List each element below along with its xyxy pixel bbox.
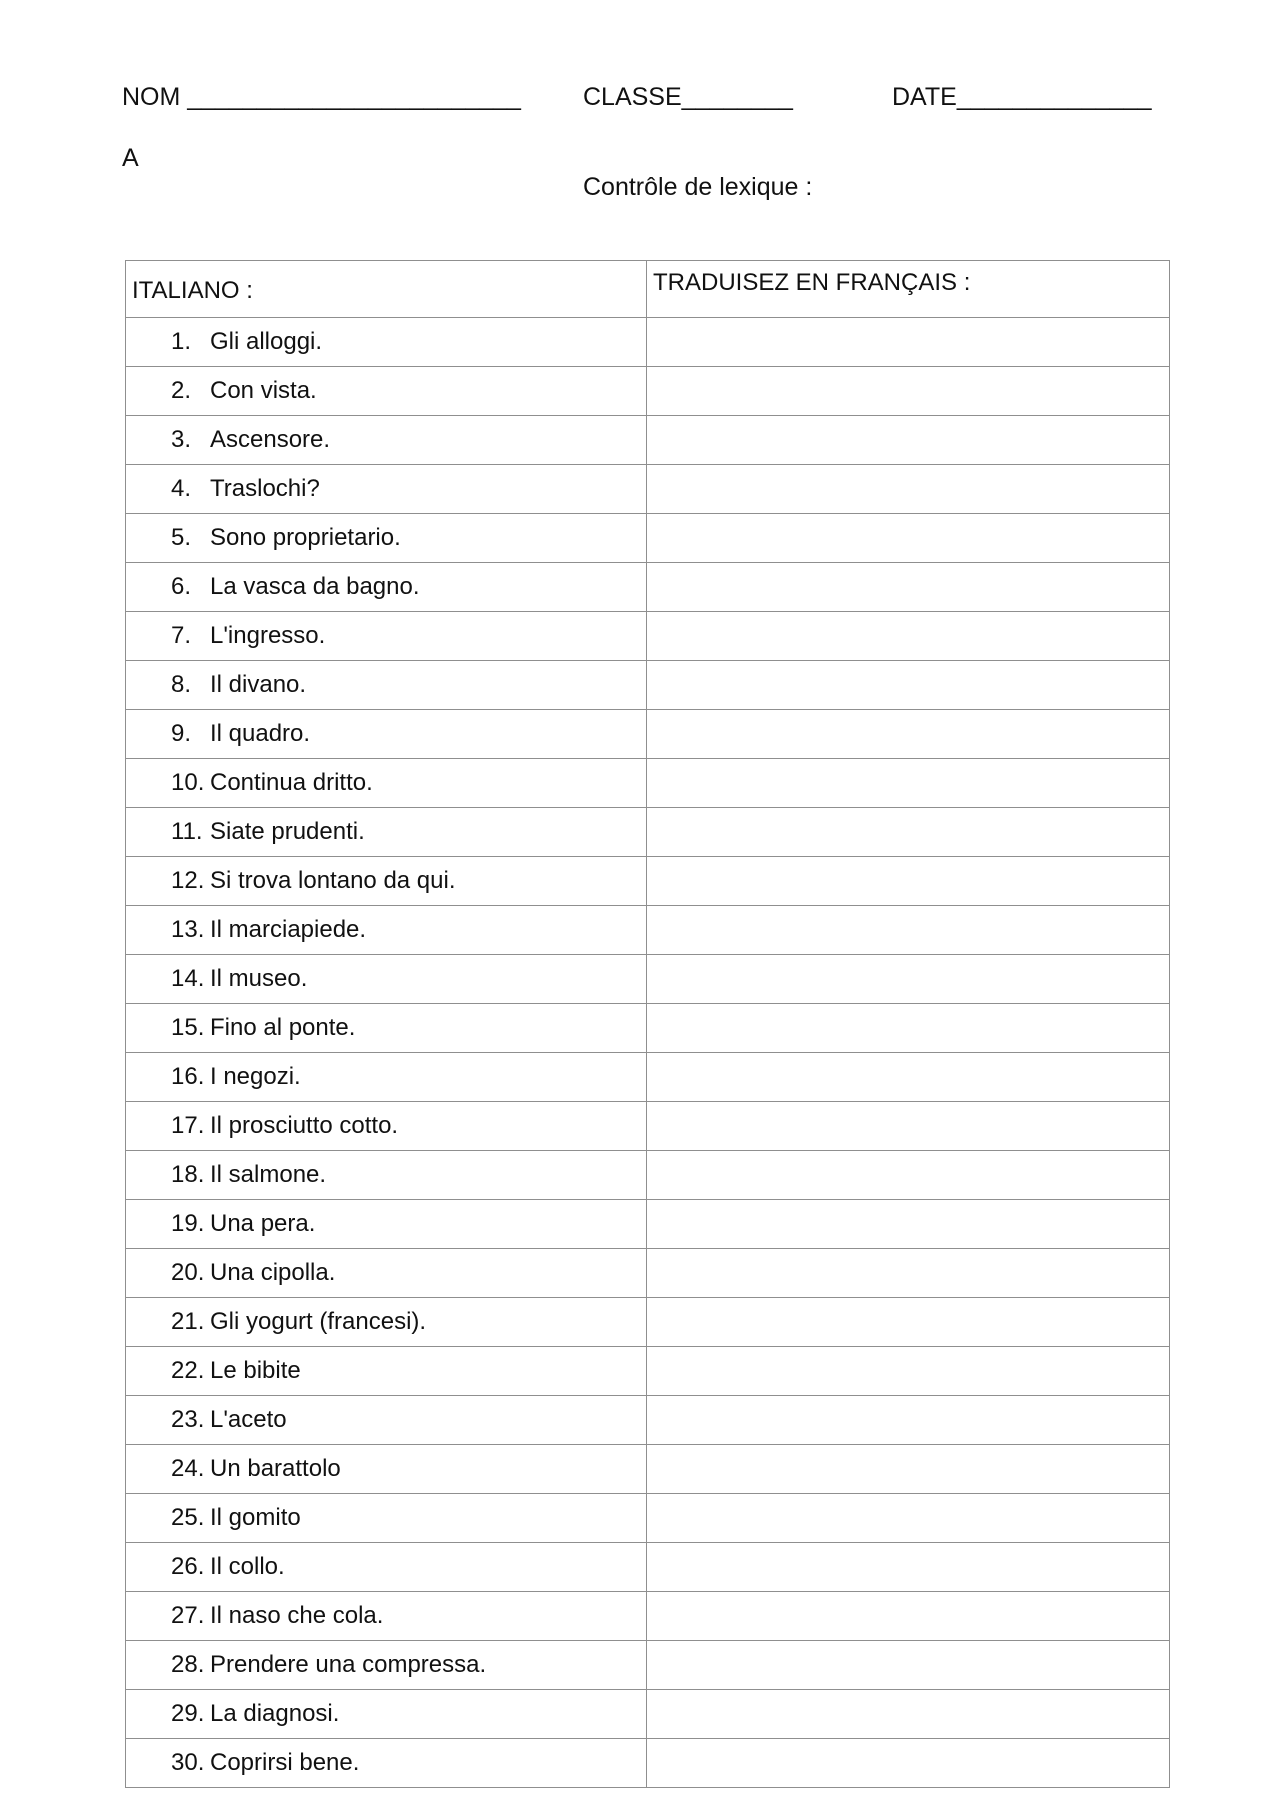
table-row <box>126 563 1170 612</box>
table-row <box>126 661 1170 710</box>
italian-term-cell <box>126 1690 647 1739</box>
table-row <box>126 1053 1170 1102</box>
italian-term: Si trova lontano da qui. <box>210 867 456 894</box>
french-translation-cell[interactable] <box>647 1102 1170 1151</box>
italian-term: Traslochi? <box>210 475 320 502</box>
list-item <box>126 1455 646 1483</box>
item-number: 11. <box>171 818 203 845</box>
italian-term: Il divano. <box>210 671 307 698</box>
table-row <box>126 612 1170 661</box>
vocabulary-table <box>125 260 1170 1788</box>
italian-term-cell <box>126 1494 647 1543</box>
italian-term-cell <box>126 612 647 661</box>
italian-term: La vasca da bagno. <box>210 573 420 600</box>
list-item <box>126 1553 646 1581</box>
italian-term: Fino al ponte. <box>210 1014 356 1041</box>
list-item <box>126 524 646 552</box>
french-translation-cell[interactable] <box>647 1494 1170 1543</box>
list-item <box>126 1063 646 1091</box>
french-translation-cell[interactable] <box>647 1690 1170 1739</box>
table-row <box>126 1102 1170 1151</box>
table-row <box>126 1641 1170 1690</box>
list-item <box>126 1406 646 1434</box>
table-row <box>126 318 1170 367</box>
italian-term-cell <box>126 1641 647 1690</box>
table-row <box>126 1347 1170 1396</box>
list-item <box>126 1700 646 1728</box>
item-number: 21. <box>171 1308 205 1335</box>
column-header-italian: ITALIANO : <box>126 261 647 318</box>
table-row <box>126 1151 1170 1200</box>
table-row <box>126 1298 1170 1347</box>
french-translation-cell[interactable] <box>647 416 1170 465</box>
item-number: 2. <box>171 377 192 404</box>
italian-term-cell <box>126 759 647 808</box>
list-item <box>126 377 646 405</box>
italian-term-cell <box>126 1445 647 1494</box>
list-item <box>126 1112 646 1140</box>
italian-term-cell <box>126 563 647 612</box>
italian-term-cell <box>126 1102 647 1151</box>
item-number: 10. <box>171 769 205 796</box>
italian-term-cell <box>126 661 647 710</box>
italian-term-cell <box>126 1298 647 1347</box>
french-translation-cell[interactable] <box>647 1249 1170 1298</box>
item-number: 8. <box>171 671 192 698</box>
italian-term-cell <box>126 1739 647 1788</box>
italian-term: Il collo. <box>210 1553 285 1580</box>
italian-term: Prendere una compressa. <box>210 1651 487 1678</box>
french-translation-cell[interactable] <box>647 1200 1170 1249</box>
italian-term-cell <box>126 416 647 465</box>
date-field: DATE______________ <box>892 83 1152 111</box>
table-row <box>126 1396 1170 1445</box>
italian-term-cell <box>126 808 647 857</box>
list-item <box>126 426 646 454</box>
french-translation-cell[interactable] <box>647 465 1170 514</box>
item-number: 25. <box>171 1504 205 1531</box>
item-number: 18. <box>171 1161 205 1188</box>
italian-term: Con vista. <box>210 377 317 404</box>
list-item <box>126 671 646 699</box>
table-row <box>126 465 1170 514</box>
table-row <box>126 759 1170 808</box>
item-number: 7. <box>171 622 192 649</box>
french-translation-cell[interactable] <box>647 710 1170 759</box>
italian-term: Coprirsi bene. <box>210 1749 360 1776</box>
item-number: 1. <box>171 328 192 355</box>
italian-term: L'ingresso. <box>210 622 326 649</box>
italian-term: Il salmone. <box>210 1161 327 1188</box>
item-number: 6. <box>171 573 192 600</box>
list-item <box>126 1602 646 1630</box>
italian-term-cell <box>126 955 647 1004</box>
french-translation-cell[interactable] <box>647 1543 1170 1592</box>
item-number: 17. <box>171 1112 205 1139</box>
italian-term: Il marciapiede. <box>210 916 367 943</box>
french-translation-cell[interactable] <box>647 1347 1170 1396</box>
table-row <box>126 514 1170 563</box>
item-number: 14. <box>171 965 205 992</box>
table-row <box>126 710 1170 759</box>
item-number: 20. <box>171 1259 205 1286</box>
table-row <box>126 1592 1170 1641</box>
italian-term: Ascensore. <box>210 426 331 453</box>
list-item <box>126 573 646 601</box>
french-translation-cell[interactable] <box>647 1739 1170 1788</box>
french-translation-cell[interactable] <box>647 1445 1170 1494</box>
table-row <box>126 367 1170 416</box>
list-item <box>126 769 646 797</box>
item-number: 15. <box>171 1014 205 1041</box>
item-number: 29. <box>171 1700 205 1727</box>
italian-term-cell <box>126 1200 647 1249</box>
french-translation-cell[interactable] <box>647 367 1170 416</box>
french-translation-cell[interactable] <box>647 318 1170 367</box>
list-item <box>126 818 646 846</box>
italian-term: Il prosciutto cotto. <box>210 1112 399 1139</box>
italian-term-cell <box>126 857 647 906</box>
french-translation-cell[interactable] <box>647 1396 1170 1445</box>
table-row <box>126 1543 1170 1592</box>
italian-term-cell <box>126 1347 647 1396</box>
italian-term-cell <box>126 367 647 416</box>
item-number: 26. <box>171 1553 205 1580</box>
item-number: 27. <box>171 1602 205 1629</box>
list-item <box>126 1308 646 1336</box>
french-translation-cell[interactable] <box>647 1151 1170 1200</box>
french-translation-cell[interactable] <box>647 563 1170 612</box>
italian-term: Il quadro. <box>210 720 311 747</box>
italian-term: Continua dritto. <box>210 769 373 796</box>
italian-term: Una cipolla. <box>210 1259 336 1286</box>
list-item <box>126 1210 646 1238</box>
page-title: Contrôle de lexique : <box>583 173 813 201</box>
italian-term: Il museo. <box>210 965 308 992</box>
table-row <box>126 1445 1170 1494</box>
french-translation-cell[interactable] <box>647 1592 1170 1641</box>
test-version-label: A <box>122 144 139 172</box>
italian-term: I negozi. <box>210 1063 301 1090</box>
list-item <box>126 867 646 895</box>
item-number: 22. <box>171 1357 205 1384</box>
list-item <box>126 475 646 503</box>
table-row <box>126 1004 1170 1053</box>
item-number: 24. <box>171 1455 205 1482</box>
italian-term: Le bibite <box>210 1357 301 1384</box>
table-row <box>126 1690 1170 1739</box>
italian-term-cell <box>126 1053 647 1102</box>
table-row <box>126 955 1170 1004</box>
italian-term-cell <box>126 1151 647 1200</box>
italian-term-cell <box>126 710 647 759</box>
list-item <box>126 1749 646 1777</box>
italian-term: Il naso che cola. <box>210 1602 384 1629</box>
italian-term-cell <box>126 1543 647 1592</box>
item-number: 3. <box>171 426 192 453</box>
table-row <box>126 1249 1170 1298</box>
italian-term: Il gomito <box>210 1504 301 1531</box>
table-row <box>126 808 1170 857</box>
item-number: 12. <box>171 867 205 894</box>
italian-term: L'aceto <box>210 1406 287 1433</box>
column-header-french: TRADUISEZ EN FRANÇAIS : <box>647 261 1170 318</box>
table-row <box>126 416 1170 465</box>
italian-term: Siate prudenti. <box>210 818 365 845</box>
list-item <box>126 1357 646 1385</box>
french-translation-cell[interactable] <box>647 661 1170 710</box>
french-translation-cell[interactable] <box>647 514 1170 563</box>
item-number: 23. <box>171 1406 205 1433</box>
vocabulary-rows <box>126 318 1170 1788</box>
item-number: 13. <box>171 916 205 943</box>
item-number: 19. <box>171 1210 205 1237</box>
item-number: 16. <box>171 1063 205 1090</box>
table-row <box>126 1200 1170 1249</box>
french-translation-cell[interactable] <box>647 1298 1170 1347</box>
list-item <box>126 622 646 650</box>
list-item <box>126 1014 646 1042</box>
french-translation-cell[interactable] <box>647 612 1170 661</box>
item-number: 9. <box>171 720 192 747</box>
item-number: 30. <box>171 1749 205 1776</box>
item-number: 5. <box>171 524 192 551</box>
table-header-row <box>126 261 1170 318</box>
italian-term: La diagnosi. <box>210 1700 340 1727</box>
table-row <box>126 1494 1170 1543</box>
item-number: 28. <box>171 1651 205 1678</box>
french-translation-cell[interactable] <box>647 1053 1170 1102</box>
italian-term-cell <box>126 1396 647 1445</box>
italian-term-cell <box>126 1004 647 1053</box>
list-item <box>126 720 646 748</box>
list-item <box>126 1651 646 1679</box>
list-item <box>126 1161 646 1189</box>
italian-term-cell <box>126 1249 647 1298</box>
list-item <box>126 1504 646 1532</box>
list-item <box>126 328 646 356</box>
french-translation-cell[interactable] <box>647 1004 1170 1053</box>
italian-term: Sono proprietario. <box>210 524 401 551</box>
italian-term-cell <box>126 906 647 955</box>
list-item <box>126 1259 646 1287</box>
table-row <box>126 857 1170 906</box>
italian-term-cell <box>126 465 647 514</box>
french-translation-cell[interactable] <box>647 906 1170 955</box>
french-translation-cell[interactable] <box>647 1641 1170 1690</box>
italian-term: Gli yogurt (francesi). <box>210 1308 427 1335</box>
french-translation-cell[interactable] <box>647 808 1170 857</box>
italian-term-cell <box>126 318 647 367</box>
french-translation-cell[interactable] <box>647 955 1170 1004</box>
french-translation-cell[interactable] <box>647 857 1170 906</box>
item-number: 4. <box>171 475 192 502</box>
class-field: CLASSE________ <box>583 83 793 111</box>
italian-term: Una pera. <box>210 1210 316 1237</box>
table-row <box>126 906 1170 955</box>
italian-term: Gli alloggi. <box>210 328 323 355</box>
italian-term: Un barattolo <box>210 1455 341 1482</box>
table-row <box>126 1739 1170 1788</box>
french-translation-cell[interactable] <box>647 759 1170 808</box>
italian-term-cell <box>126 514 647 563</box>
list-item <box>126 916 646 944</box>
italian-term-cell <box>126 1592 647 1641</box>
name-field: NOM ________________________ <box>122 83 521 111</box>
list-item <box>126 965 646 993</box>
